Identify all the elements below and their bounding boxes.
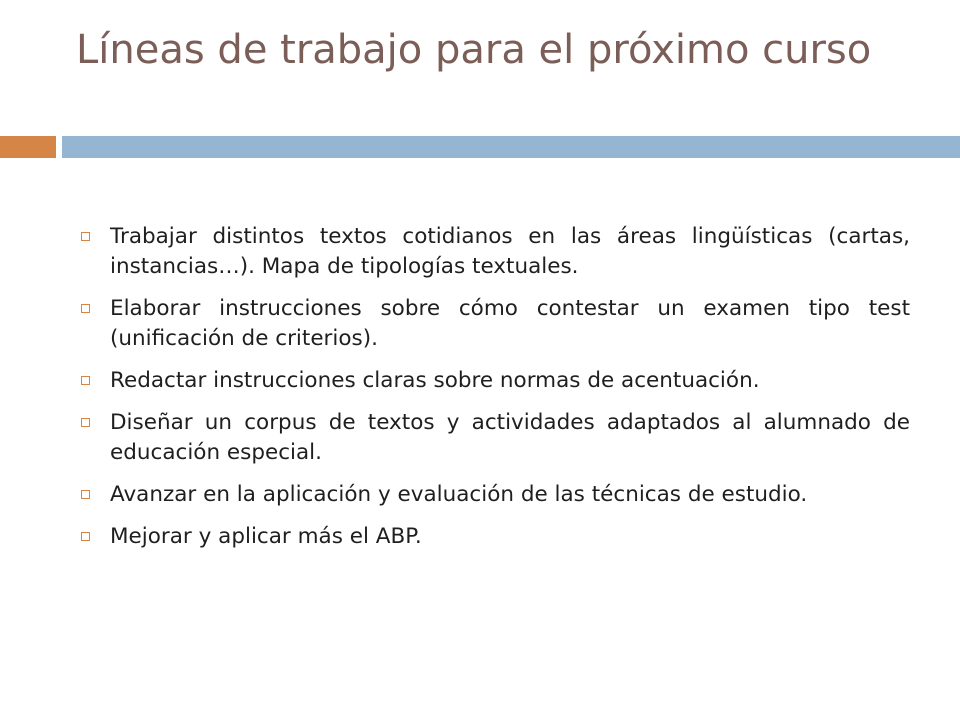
bullet-text: Mejorar y aplicar más el ABP. [110,524,422,549]
hollow-square-icon [81,232,90,241]
bullet-item [78,480,910,510]
bullet-list [78,222,910,564]
hollow-square-icon [81,490,90,499]
bullet-text: Avanzar en la aplicación y evaluación de las técnicas de estudio. [110,482,808,507]
bullet-item [78,222,910,282]
bullet-text: Elaborar instrucciones sobre cómo contestar un examen tipo test (unificación de criterios). [110,296,910,351]
bullet-item [78,522,910,552]
bullet-item [78,366,910,396]
title-accent-bar [0,136,56,158]
title-divider-bar [62,136,960,158]
hollow-square-icon [81,418,90,427]
bullet-text: Redactar instrucciones claras sobre normas de acentuación. [110,368,760,393]
bullet-item [78,294,910,354]
hollow-square-icon [81,532,90,541]
bullet-text: Trabajar distintos textos cotidianos en las áreas lingüísticas (cartas, instancias…). Mapa de tipologías textuales. [110,224,910,279]
hollow-square-icon [81,304,90,313]
hollow-square-icon [81,376,90,385]
bullet-text: Diseñar un corpus de textos y actividades adaptados al alumnado de educación especial. [110,410,910,465]
bullet-item [78,408,910,468]
slide-title: Líneas de trabajo para el próximo curso [76,27,872,73]
